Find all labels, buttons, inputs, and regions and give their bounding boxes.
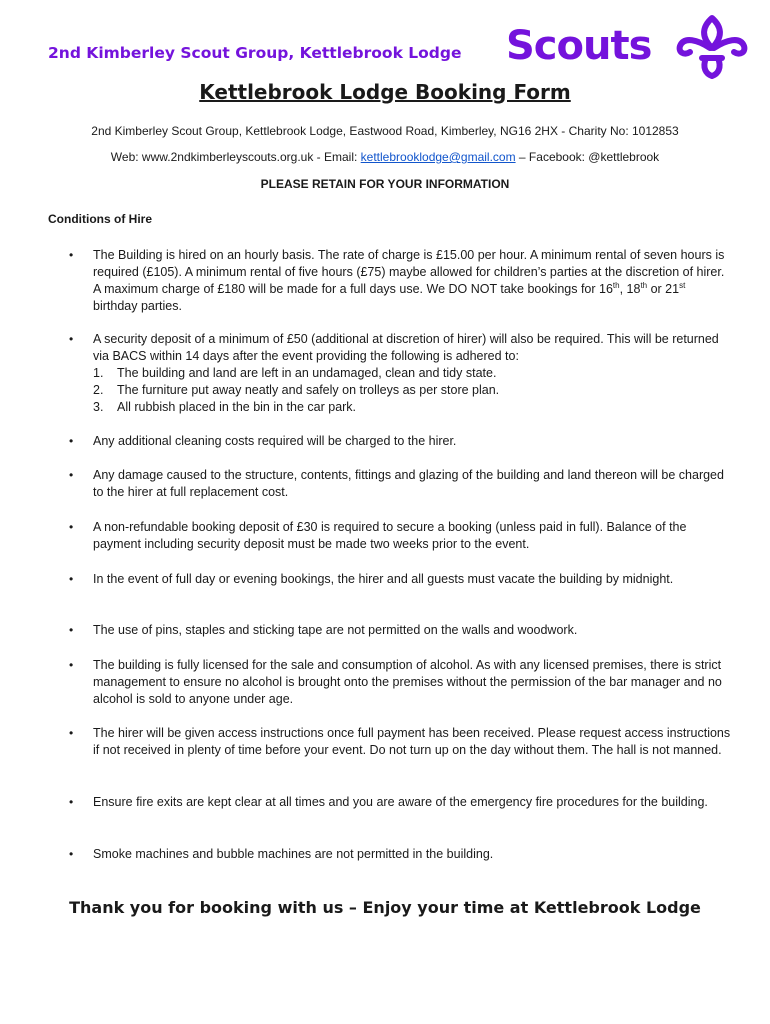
fleur-de-lis-icon [672, 14, 752, 80]
condition-alcohol [69, 657, 733, 708]
condition-text: Smoke machines and bubble machines are not permitted in the building. [93, 847, 494, 861]
item-number: 3. [93, 400, 104, 414]
bullet-icon: • [69, 847, 74, 861]
email-link[interactable]: kettlebrooklodge@gmail.com [360, 150, 516, 164]
bullet-icon: • [69, 468, 74, 482]
condition-cleaning [69, 433, 733, 450]
address-line: 2nd Kimberley Scout Group, Kettlebrook Lodge, Eastwood Road, Kimberley, NG16 2HX - Charity No: 1012853 [91, 124, 679, 138]
scouts-logo [506, 14, 756, 84]
ordinal-suffix: st [679, 280, 686, 290]
bullet-icon: • [69, 332, 74, 346]
list-item [93, 399, 733, 416]
condition-text: The building is fully licensed for the sale and consumption of alcohol. As with any licensed premises, there is strict management to ensure no alcohol is brought onto the premises without the permission of the bar manager and no alcohol is sold to anyone under age. [93, 658, 722, 706]
bullet-icon: • [69, 795, 74, 809]
condition-text: A security deposit of a minimum of £50 (additional at discretion of hirer) will also be required. This will be returned via BACS within 14 days after the event providing the following is adhered to: [93, 332, 719, 363]
list-item [93, 365, 733, 382]
group-title: 2nd Kimberley Scout Group, Kettlebrook Lodge [48, 44, 462, 62]
condition-text: The use of pins, staples and sticking tape are not permitted on the walls and woodwork. [93, 623, 578, 637]
condition-damage [69, 467, 733, 501]
condition-text: , 18 [619, 282, 641, 296]
condition-midnight [69, 571, 733, 588]
item-text: The building and land are left in an undamaged, clean and tidy state. [117, 366, 497, 380]
condition-text: In the event of full day or evening bookings, the hirer and all guests must vacate the building by midnight. [93, 572, 674, 586]
condition-booking-deposit [69, 519, 733, 553]
condition-text: The Building is hired on an hourly basis. The rate of charge is £15.00 per hour. A minimum rental of seven hours is required (£105). A minimum rental of five hours (£75) maybe allowed for children’s parties at the discretion of hirer. A maximum charge of £180 will be made for a full days use. We DO NOT take bookings for 16 [93, 248, 725, 296]
facebook-suffix: – Facebook: @kettlebrook [515, 150, 660, 164]
bullet-icon: • [69, 658, 74, 672]
item-text: The furniture put away neatly and safely on trolleys as per store plan. [117, 383, 500, 397]
condition-text: A non-refundable booking deposit of £30 is required to secure a booking (unless paid in full). Balance of the payment including security deposit must be made two weeks prior to the event. [93, 520, 687, 551]
condition-pins [69, 622, 733, 639]
bullet-icon: • [69, 434, 74, 448]
condition-hourly-rate [69, 247, 733, 315]
bullet-icon: • [69, 248, 74, 262]
item-number: 1. [93, 366, 104, 380]
page-title: Kettlebrook Lodge Booking Form [199, 80, 571, 104]
retain-notice: PLEASE RETAIN FOR YOUR INFORMATION [260, 177, 510, 191]
condition-text: Any damage caused to the structure, contents, fittings and glazing of the building and land thereon will be charged to the hirer at full replacement cost. [93, 468, 724, 499]
condition-text: Ensure fire exits are kept clear at all times and you are aware of the emergency fire procedures for the building. [93, 795, 708, 809]
condition-access [69, 725, 733, 759]
item-number: 2. [93, 383, 104, 397]
ordinal-suffix: th [640, 280, 648, 290]
contact-line [0, 150, 770, 164]
closing-message: Thank you for booking with us – Enjoy your time at Kettlebrook Lodge [69, 898, 701, 917]
bullet-icon: • [69, 726, 74, 740]
ordinal-suffix: th [612, 280, 620, 290]
condition-smoke-machines [69, 846, 733, 863]
conditions-heading: Conditions of Hire [48, 212, 152, 226]
condition-fire-exits [69, 794, 733, 811]
condition-text: The hirer will be given access instructions once full payment has been received. Please request access instructions if not received in plenty of time before your event. Do not turn up on the day without them. The hall is not manned. [93, 726, 731, 757]
condition-text: or 21 [647, 282, 680, 296]
bullet-icon: • [69, 572, 74, 586]
condition-security-deposit [69, 331, 733, 416]
bullet-icon: • [69, 520, 74, 534]
logo-wordmark: Scouts [506, 23, 652, 69]
item-text: All rubbish placed in the bin in the car park. [117, 400, 357, 414]
condition-text: Any additional cleaning costs required will be charged to the hirer. [93, 434, 457, 448]
condition-text: birthday parties. [93, 299, 182, 313]
web-prefix: Web: www.2ndkimberleyscouts.org.uk - Email: [110, 150, 361, 164]
bullet-icon: • [69, 623, 74, 637]
list-item [93, 382, 733, 399]
